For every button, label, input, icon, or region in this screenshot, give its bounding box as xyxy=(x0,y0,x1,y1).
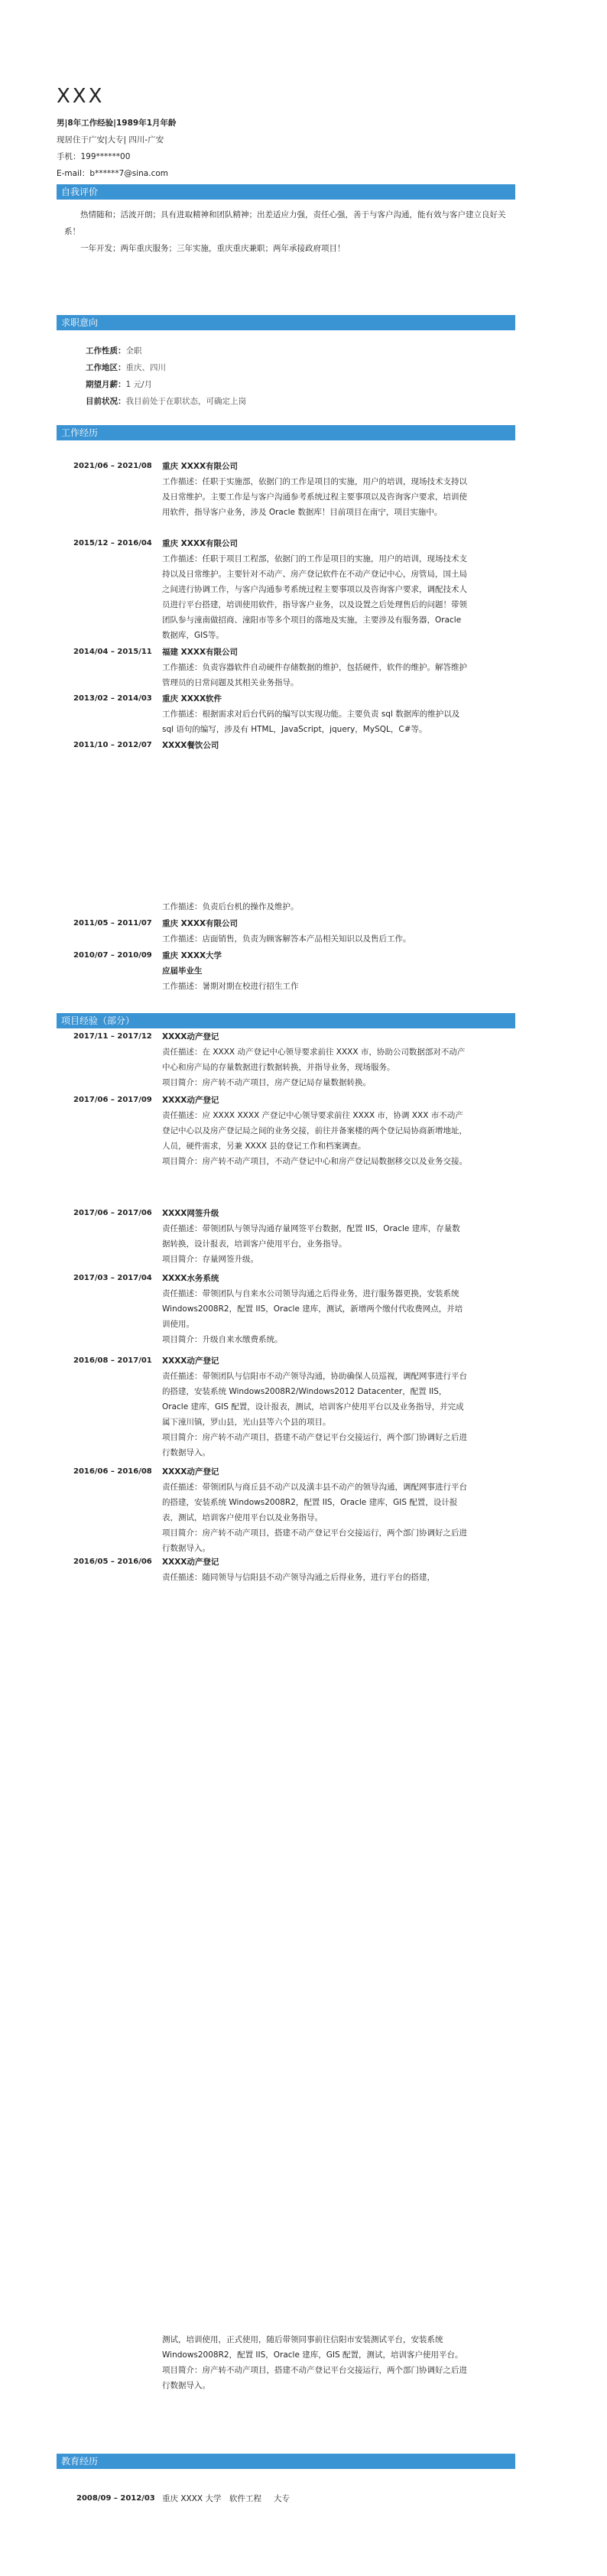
intent-key: 工作地区： xyxy=(86,363,126,372)
project-entry xyxy=(162,1554,468,1585)
intent-key: 期望月薪： xyxy=(86,380,126,389)
project-desc: 责任描述：带领团队与领导沟通存量网签平台数据，配置 IIS，Oracle 建库，存量数据转换，设计报表，培训客户使用平台，业务指导。 项目简介：存量网签升级。 xyxy=(162,1224,460,1264)
intent-value: 全职 xyxy=(125,346,142,356)
work-desc: 工作描述：负责容器软件自动硬件存储数据的维护，包括硬件，软件的维护。解答维护管理员的日常问题及其相关业务指导。 xyxy=(162,663,467,687)
work-company: 重庆 XXXX大学 xyxy=(162,951,222,960)
project-date: 2017/03 – 2017/04 xyxy=(73,1274,152,1282)
work-date: 2021/06 – 2021/08 xyxy=(73,462,152,470)
work-desc: 工作描述：任职于实施部，依据门的工作是项目的实施，用户的培训，现场技术支持以及日常维护。主要工作是与客户沟通参考系统过程主要事项以及咨询客户要求，培训使用软件，指导客户业务，涉及 Oracle 数据库！目前项目在南宁，项目实施中。 xyxy=(162,477,467,517)
email: E-mail：b******7@sina.com xyxy=(57,169,169,178)
work-entry xyxy=(162,691,468,737)
work-desc: 工作描述：暑期对期在校进行招生工作 xyxy=(162,982,299,991)
intent-row xyxy=(86,393,246,410)
project-entry xyxy=(162,1271,468,1347)
work-date: 2011/10 – 2012/07 xyxy=(73,741,152,749)
project-desc: 责任描述：在 XXXX 动产登记中心领导要求前往 XXXX 市，协助公司数据部对不动产中心和房产局的存量数据进行数据转换，并指导业务，现场服务。 项目简介：房产转不动产项目，房产登记局存量数据转换。 xyxy=(162,1048,466,1087)
project-title: XXXX动产登记 xyxy=(162,1032,219,1041)
intent-value: 1 元/月 xyxy=(125,380,153,389)
work-date: 2013/02 – 2014/03 xyxy=(73,694,152,703)
work-entry xyxy=(162,738,468,753)
basic-line-1: 男|8年工作经验|1989年1月年龄 xyxy=(57,119,177,128)
section-edu: 教育经历 xyxy=(57,2454,515,2469)
project-desc: 责任描述：带领团队与自来水公司领导沟通之后得业务，进行服务器更换，安装系统 Windows2008R2，配置 IIS，Oracle 建库，测试，新增两个缴付代收费网点，并培训使用。 项目简介：升级自来水缴费系统。 xyxy=(162,1289,463,1344)
work-date: 2015/12 – 2016/04 xyxy=(73,539,152,547)
phone: 手机：199******00 xyxy=(57,152,131,161)
project-entry xyxy=(162,1093,468,1169)
work-desc: 工作描述：负责后台机的操作及维护。 xyxy=(162,902,299,911)
work-date: 2010/07 – 2010/09 xyxy=(73,951,152,960)
work-entry xyxy=(162,536,468,643)
project-desc: 测试，培训使用，正式使用，随后带领同事前往信阳市安装测试平台，安装系统 Windows2008R2，配置 IIS，Oracle 建库，GIS 配置，测试，培训客户使用平台。 项目简介：房产转不动产项目，搭建不动产登记平台交接运行，两个部门协调好之后进行数据导入。 xyxy=(162,2335,467,2390)
project-desc: 责任描述：应 XXXX XXXX 产登记中心领导要求前往 XXXX 市，协调 XXX 市不动产登记中心以及房产登记局之间的业务交接，前往并备案楼的两个登记局协商新增地址，人员，硬件需求，另兼 XXXX 县的登记工作和档案调查。 项目简介：房产转不动产项目，不动产登记中心和房产登记局数据移交以及业务交接。 xyxy=(162,1111,467,1166)
candidate-name: XXX xyxy=(57,85,105,108)
intent-row xyxy=(86,343,142,359)
basic-info xyxy=(57,115,546,182)
work-desc: 工作描述：根据需求对后台代码的编写以实现功能。主要负责 sql 数据库的维护以及 sql 语句的编写，涉及有 HTML，JavaScript，jquery，MySQL，C#等。 xyxy=(162,710,460,734)
work-company: 重庆 XXXX有限公司 xyxy=(162,539,239,548)
work-desc: 工作描述：任职于项目工程部，依据门的工作是项目的实施，用户的培训，现场技术支持以及日常维护。主要针对不动产、房产登记软件在不动产登记中心，房管局，国土局之间进行协调工作，与客户沟通参考系统过程主要事项以及咨询客户要求，调配技术人员进行平台搭建，培训使用软件，指导客户业务，以及设置之后处理售后的问题！带领团队参与潼南做招商、潼阳市等多个项目的落地及实施，主要涉及有服务器，Oracle 数据库，GIS等。 xyxy=(162,554,467,640)
section-work: 工作经历 xyxy=(57,425,515,440)
work-entry xyxy=(162,899,468,914)
project-entry xyxy=(162,1464,468,1556)
edu-major: 软件工程 xyxy=(229,2494,261,2503)
intent-value: 我目前处于在职状态，可确定上岗 xyxy=(125,397,246,406)
project-date: 2017/11 – 2017/12 xyxy=(73,1032,152,1041)
project-title: XXXX动产登记 xyxy=(162,1096,219,1105)
project-entry xyxy=(162,2332,468,2393)
project-entry xyxy=(162,1353,468,1460)
edu-school: 重庆 XXXX 大学 xyxy=(162,2494,222,2503)
section-self-eval: 自我评价 xyxy=(57,184,515,200)
work-degree: 应届毕业生 xyxy=(162,966,203,976)
intent-key: 工作性质： xyxy=(86,346,126,356)
project-date: 2016/05 – 2016/06 xyxy=(73,1558,152,1566)
project-date: 2017/06 – 2017/06 xyxy=(73,1209,152,1217)
self-eval-para-1: 热情随和；活波开朗；具有进取精神和团队精神；出差适应力强，责任心强，善于与客户沟通，能有效与客户建立良好关系！ xyxy=(64,210,506,236)
work-date: 2011/05 – 2011/07 xyxy=(73,919,152,927)
work-desc: 工作描述：店面销售，负责为顾客解答本产品相关知识以及售后工作。 xyxy=(162,934,411,944)
work-company: 重庆 XXXX有限公司 xyxy=(162,462,239,471)
self-eval-block xyxy=(64,206,512,257)
project-desc: 责任描述：带领团队与商丘县不动产以及潢丰县不动产的领导沟通，调配网事进行平台的搭建，安装系统 Windows2008R2，配置 IIS，Oracle 建库，GIS 配置，设计报表，测试，培训客户使用平台以及业务指导。 项目简介：房产转不动产项目，搭建不动产登记平台交接运行，两个部门协调好之后进行数据导入。 xyxy=(162,1483,467,1553)
work-entry xyxy=(162,459,468,520)
work-entry xyxy=(162,645,468,690)
section-project: 项目经验（部分） xyxy=(57,1013,515,1028)
work-company: 重庆 XXXX有限公司 xyxy=(162,919,239,928)
project-desc: 责任描述：随同领导与信阳县不动产领导沟通之后得业务，进行平台的搭建， xyxy=(162,1573,435,1582)
work-company: 福建 XXXX有限公司 xyxy=(162,648,239,657)
project-title: XXXX网签升级 xyxy=(162,1209,219,1218)
edu-degree: 大专 xyxy=(274,2494,290,2503)
section-intent: 求职意向 xyxy=(57,315,515,330)
project-title: XXXX动产登记 xyxy=(162,1356,219,1366)
work-entry xyxy=(162,948,468,994)
project-entry xyxy=(162,1029,468,1090)
basic-line-2: 现居住于广安|大专| 四川-广安 xyxy=(57,135,164,145)
project-date: 2017/06 – 2017/09 xyxy=(73,1096,152,1104)
self-eval-para-2: 一年开发；两年重庆服务；三年实施，重庆重庆兼职；两年承接政府项目！ xyxy=(80,244,346,253)
project-date: 2016/08 – 2017/01 xyxy=(73,1356,152,1365)
intent-value: 重庆、四川 xyxy=(125,363,166,372)
project-date: 2016/06 – 2016/08 xyxy=(73,1467,152,1476)
edu-date: 2008/09 – 2012/03 xyxy=(76,2494,155,2503)
work-company: XXXX餐饮公司 xyxy=(162,741,219,750)
work-company: 重庆 XXXX软件 xyxy=(162,694,222,703)
intent-row xyxy=(86,376,152,393)
intent-key: 目前状况： xyxy=(86,397,126,406)
work-date: 2014/04 – 2015/11 xyxy=(73,648,152,656)
project-entry xyxy=(162,1206,468,1267)
project-title: XXXX动产登记 xyxy=(162,1467,219,1476)
project-desc: 责任描述：带领团队与信阳市不动产领导沟通，协助确保人员巡视，调配网事进行平台的搭建，安装系统 Windows2008R2/Windows2012 Datacenter，配置 IIS，Oracle 建库，GIS 配置，设计报表，测试，培训客户使用平台以及业务指导，并完成属下潼川镇，罗山县，光山县等六个县的项目。 项目简介：房产转不动产项目，搭建不动产登记平台交接运行，两个部门协调好之后进行数据导入。 xyxy=(162,1372,467,1457)
intent-row xyxy=(86,359,166,376)
project-title: XXXX动产登记 xyxy=(162,1558,219,1567)
project-title: XXXX水务系统 xyxy=(162,1274,219,1283)
work-entry xyxy=(162,916,468,947)
